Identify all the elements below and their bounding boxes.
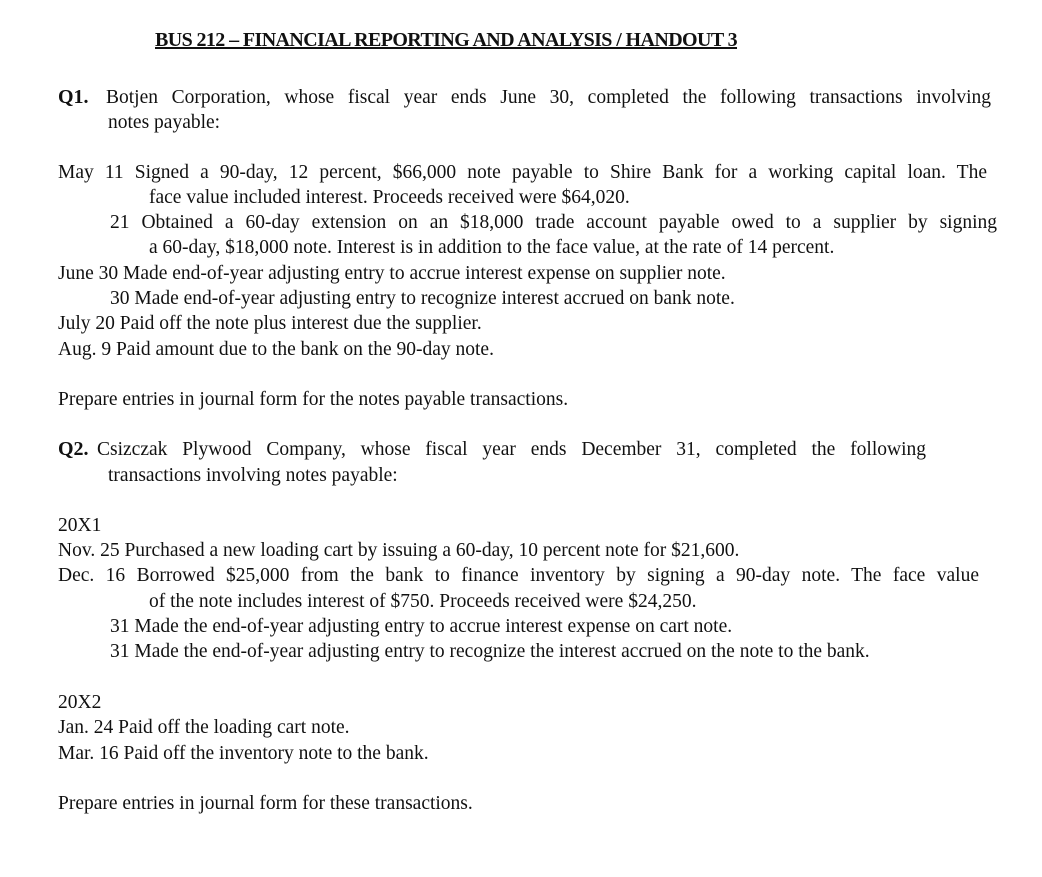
question-2-label <box>58 437 89 462</box>
q1-transaction-may-21-line-1: 21 Obtained a 60-day extension on an $18,000 trade account payable owed to a supplier by signing <box>110 212 997 233</box>
q2-intro-line-2: transactions involving notes payable: <box>108 465 398 486</box>
q2-number: Q2. <box>58 438 89 460</box>
q2-year-20x2: 20X2 <box>58 692 102 713</box>
q1-transaction-aug-9: Aug. 9 Paid amount due to the bank on the 90-day note. <box>58 339 494 360</box>
q1-transaction-may-11-line-1: May 11 Signed a 90-day, 12 percent, $66,000 note payable to Shire Bank for a working capital loan. The <box>58 162 987 183</box>
q2-instruction: Prepare entries in journal form for these transactions. <box>58 793 473 814</box>
q1-intro-line-1: Botjen Corporation, whose fiscal year ends June 30, completed the following transactions involving <box>106 87 991 108</box>
q1-instruction: Prepare entries in journal form for the notes payable transactions. <box>58 389 569 410</box>
q2-year-20x1: 20X1 <box>58 515 102 536</box>
q1-transaction-may-21-line-2: a 60-day, $18,000 note. Interest is in addition to the face value, at the rate of 14 percent. <box>149 237 835 258</box>
q2-transaction-dec-16-line-2: of the note includes interest of $750. Proceeds received were $24,250. <box>149 591 697 612</box>
q2-transaction-dec-16-line-1: Dec. 16 Borrowed $25,000 from the bank to finance inventory by signing a 90-day note. The face value <box>58 565 979 586</box>
q1-intro-line-2: notes payable: <box>108 112 221 133</box>
q1-number: Q1. <box>58 86 89 108</box>
q1-transaction-june-30-b: 30 Made end-of-year adjusting entry to recognize interest accrued on bank note. <box>110 288 735 309</box>
q1-transaction-may-11-line-2: face value included interest. Proceeds received were $64,020. <box>149 187 630 208</box>
q2-transaction-dec-31-b: 31 Made the end-of-year adjusting entry to recognize the interest accrued on the note to the bank. <box>110 641 870 662</box>
q2-intro-line-1: Csizczak Plywood Company, whose fiscal year ends December 31, completed the following <box>97 439 926 460</box>
page-title: BUS 212 – FINANCIAL REPORTING AND ANALYSIS / HANDOUT 3 <box>155 29 738 51</box>
q2-transaction-jan-24: Jan. 24 Paid off the loading cart note. <box>58 717 350 738</box>
q2-transaction-dec-31-a: 31 Made the end-of-year adjusting entry to accrue interest expense on cart note. <box>110 616 733 637</box>
question-1-label <box>58 85 89 110</box>
q1-transaction-july-20: July 20 Paid off the note plus interest due the supplier. <box>58 313 482 334</box>
q2-transaction-nov-25: Nov. 25 Purchased a new loading cart by issuing a 60-day, 10 percent note for $21,600. <box>58 540 740 561</box>
q2-transaction-mar-16: Mar. 16 Paid off the inventory note to the bank. <box>58 743 429 764</box>
q1-transaction-june-30-a: June 30 Made end-of-year adjusting entry to accrue interest expense on supplier note. <box>58 263 726 284</box>
